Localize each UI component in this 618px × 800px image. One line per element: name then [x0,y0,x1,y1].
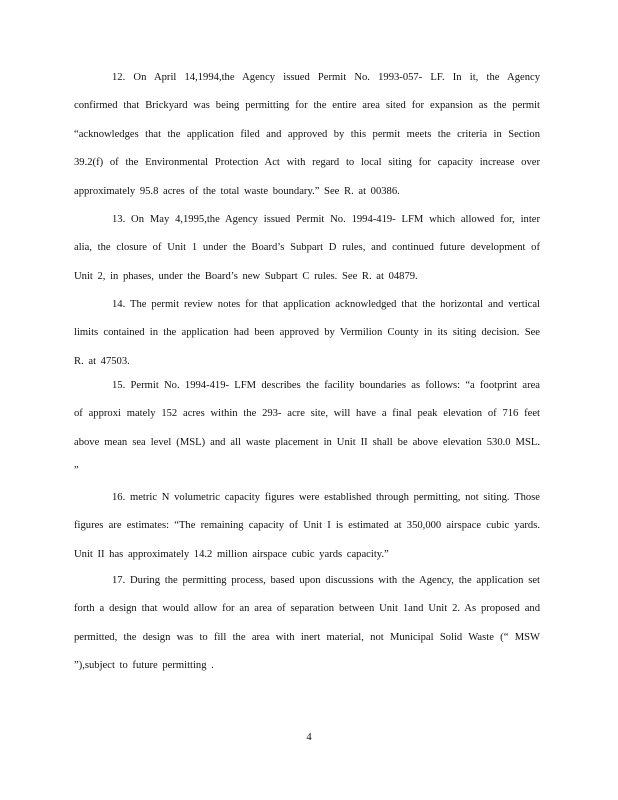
paragraph-13: 13. On May 4,1995,the Agency issued Permit No. 1994-419- LFM which allowed for, inter alia, the closure of Unit 1 under the Board’s Subpart D rules, and continued future development of Unit 2, in phases, under the Board’s new Subpart C rules. See R. at 04879. [74,214,540,282]
paragraph-15: 15. Permit No. 1994-419- LFM describes the facility boundaries as follows: “a footprint area of approxi mately 152 acres within the 293- acre site, will have a final peak elevation of 716 feet above mean sea level (MSL) and all waste placement in Unit II shall be above elevation 530.0 MSL. ” [74,380,540,477]
paragraph-16: 16. metric N volumetric capacity figures were established through permitting, not siting. Those figures are estimates: “The remaining capacity of Unit I is estimated at 350,000 airspace cubic yards. Unit II has approximately 14.2 million airspace cubic yards capacity.” [74,492,540,560]
paragraph-12: 12. On April 14,1994,the Agency issued Permit No. 1993-057- LF. In it, the Agency confirmed that Brickyard was being permitting for the entire area sited for expansion as the permit “acknowledges that the application filed and approved by this permit meets the criteria in Section 39.2(f) of the Environmental Protection Act with regard to local siting for capacity increase over approximately 95.8 acres of the total waste boundary.” See R. at 00386. [74,72,540,197]
paragraph-17: 17. During the permitting process, based upon discussions with the Agency, the application set forth a design that would allow for an area of separation between Unit 1and Unit 2. As proposed and permitted, the design was to fill the area with inert material, not Municipal Solid Waste (“ MSW ”),subject to future permitting . [74,575,540,672]
paragraph-14: 14. The permit review notes for that application acknowledged that the horizontal and vertical limits contained in the application had been approved by Vermilion County in its siting decision. See R. at 47503. [74,299,540,367]
page-number: 4 [306,732,312,743]
